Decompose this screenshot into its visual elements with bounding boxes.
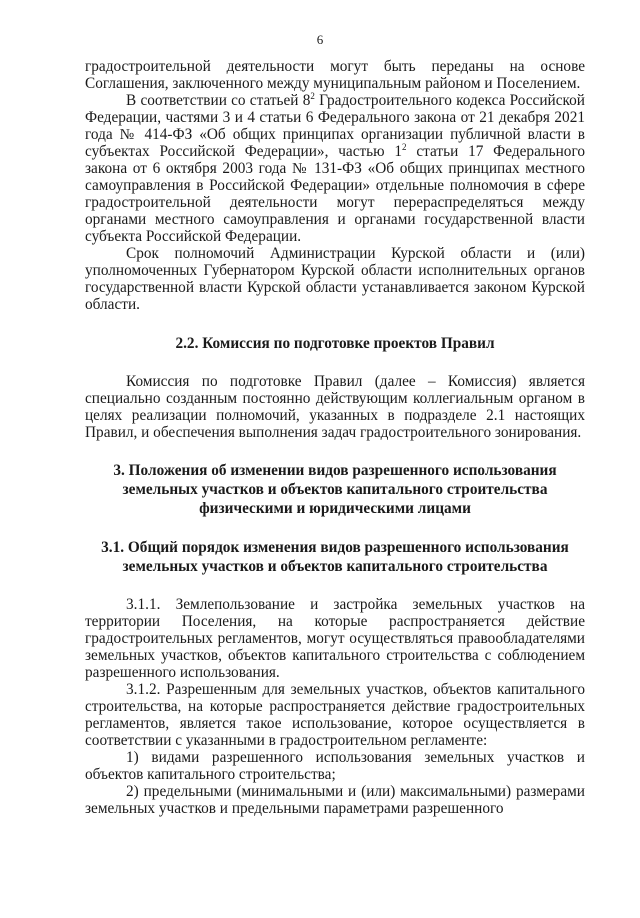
paragraph-2-part-b: Градостроительного кодекса Российской Федерации, частями 3 и 4 статьи 6 Федерального закона от 21 декабря 2021 года № 414-ФЗ «Об общих принципах организации публичной власти в субъектах Российской Федерации», частью 1 [85, 92, 585, 160]
paragraph-6: 3.1.2. Разрешенным для земельных участков, объектов капитального строительства, на которые распространяется действие градостроительных регламентов, является такое использование, которое осуществляется в соответствии с указанными в градостроительном регламенте: [85, 681, 585, 749]
paragraph-7: 1) видами разрешенного использования земельных участков и объектов капитального строительства; [85, 749, 585, 783]
document-body [85, 58, 585, 817]
paragraph-5: 3.1.1. Землепользование и застройка земельных участков на территории Поселения, на которые распространяется действие градостроительных регламентов, могут осуществляться правообладателями земельных участков, объектов капитального строительства с соблюдением разрешенного использования. [85, 596, 585, 681]
superscript-2: 2 [402, 141, 407, 152]
paragraph-8: 2) предельными (минимальными и (или) максимальными) размерами земельных участков и предельными параметрами разрешенного [85, 783, 585, 817]
paragraph-2 [85, 92, 585, 245]
paragraph-1: градостроительной деятельности могут быть переданы на основе Соглашения, заключенного между муниципальным районом и Поселением. [85, 58, 585, 92]
section-heading-3: 3. Положения об изменении видов разрешенного использования земельных участков и объектов капитального строительства физическими и юридическими лицами [113, 462, 557, 517]
page-number: 6 [316, 32, 324, 47]
paragraph-4: Комиссия по подготовке Правил (далее – Комиссия) является специально созданным постоянно действующим коллегиальным органом в целях реализации полномочий, указанных в подразделе 2.1 настоящих Правил, и обеспечения выполнения задач градостроительного зонирования. [85, 373, 585, 441]
section-heading-2-2: 2.2. Комиссия по подготовке проектов Правил [175, 335, 495, 352]
superscript-1: 2 [310, 90, 315, 101]
paragraph-2-part-c: статьи 17 Федерального закона от 6 октября 2003 года № 131-ФЗ «Об общих принципах местного самоуправления в Российской Федерации» отдельные полномочия в сфере градостроительной деятельности могут перераспределяться между органами местного самоуправления и органами государственной власти субъекта Российской Федерации. [85, 143, 585, 245]
paragraph-2-part-a: В соответствии со статьей 8 [126, 92, 311, 109]
section-heading-3-1: 3.1. Общий порядок изменения видов разрешенного использования земельных участков и объектов капитального строительства [101, 539, 569, 575]
paragraph-3: Срок полномочий Администрации Курской области и (или) уполномоченных Губернатором Курской области исполнительных органов государственной власти Курской области устанавливается законом Курской области. [85, 245, 585, 313]
